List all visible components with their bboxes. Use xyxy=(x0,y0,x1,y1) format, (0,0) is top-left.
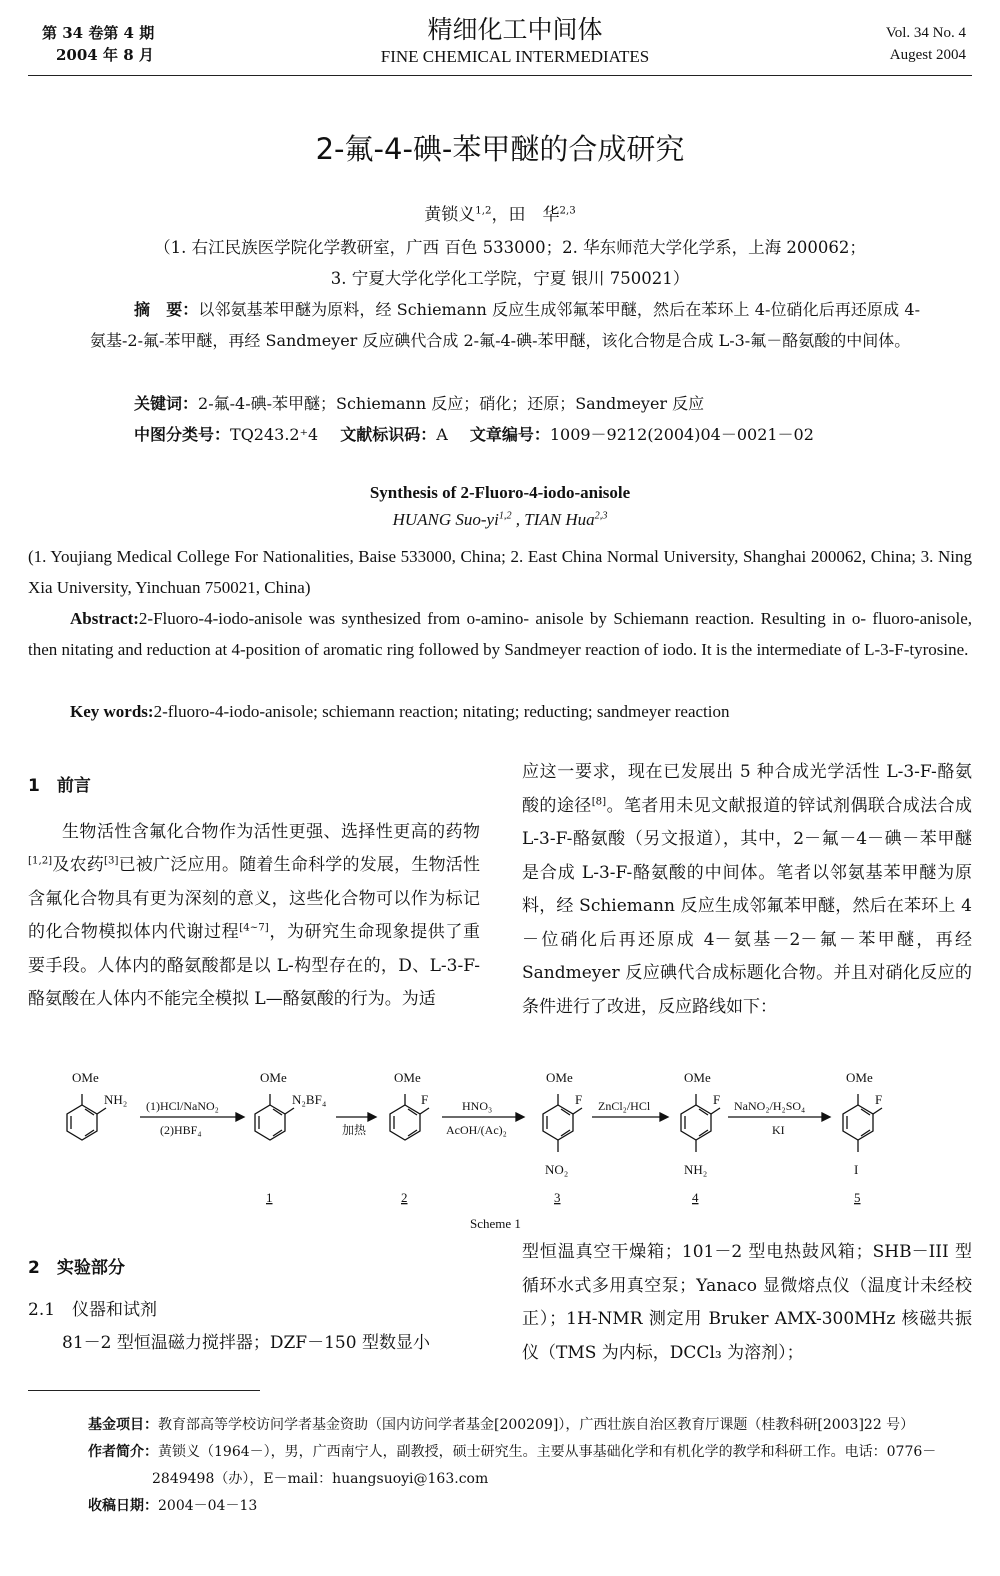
section-2-left xyxy=(28,1252,480,1361)
paragraph: 81－2 型恒温磁力搅拌器；DZF－150 型数显小 xyxy=(62,1333,430,1353)
funding-label: 基金项目： xyxy=(88,1417,158,1433)
section-1-left xyxy=(28,770,480,1017)
received-label: 收稿日期： xyxy=(88,1498,158,1514)
abstract-cn xyxy=(90,294,920,356)
classification-line xyxy=(134,420,814,450)
doc-code-label: 文献标识码： xyxy=(340,425,437,444)
text-run: 及农药 xyxy=(52,855,105,875)
footnote-rule xyxy=(28,1390,260,1391)
text-run: 。笔者用未见文献报道的锌试剂偶联合成法合成 L-3-F-酪氨酸（另文报道），其中，2－氟－4－碘－苯甲醚是合成 L-3-F-酪氨酸的中间体。笔者以邻氨基苯甲醚为原料，经 Schiemann 反应生成邻氟苯甲醚，然后在苯环上 4－位硝化后再还原成 4－氨基－2－氟－苯甲醚，再经 Sandmeyer 反应碘代合成标题化合物。并且对硝化反应的条件进行了改进，反应路线如下： xyxy=(522,795,973,1017)
date-en: Augest 2004 xyxy=(889,47,966,63)
author-separator: ， xyxy=(491,205,509,225)
volume-en: Vol. 34 No. 4 xyxy=(885,25,966,41)
journal-name xyxy=(300,14,730,68)
affiliation-line: 3. 宁夏大学化学化工学院，宁夏 银川 750021） xyxy=(330,269,690,288)
affiliations-cn xyxy=(70,232,950,294)
author-name: 黄锁义 xyxy=(424,205,476,225)
english-authors xyxy=(0,510,1000,530)
substituent-label: F xyxy=(875,1092,883,1107)
author-name-en: HUANG Suo-yi xyxy=(392,510,499,529)
author-affil-mark: 2,3 xyxy=(594,510,608,522)
clc-value: TQ243.2⁺4 xyxy=(230,425,319,444)
reaction-scheme xyxy=(0,1062,1000,1237)
clc-label: 中图分类号： xyxy=(134,425,231,444)
substituent-label: F xyxy=(575,1092,583,1107)
abstract-label-cn: 摘 要： xyxy=(134,300,199,319)
english-affiliation: (1. Youjiang Medical College For Nationalities, Baise 533000, China; 2. East China Normal University, Shanghai 200062, China; 3. Ning Xia University, Yinchuan 750021, China) xyxy=(28,547,972,597)
abstract-en xyxy=(28,603,972,665)
reagent-label: KI xyxy=(772,1123,785,1137)
footnotes xyxy=(88,1412,972,1520)
text-run: ，为研究生命现象提供了重要手段。人体内的酪氨酸都是以 L-构型存在的，D、L-3-F-酪氨酸在人体内不能完全模拟 L—酪氨酸的行为。为适 xyxy=(28,922,481,1009)
section-heading: 1 前言 xyxy=(28,776,91,796)
compound-number: 4 xyxy=(692,1190,699,1205)
keywords-label-en: Key words: xyxy=(70,702,154,721)
subsection-heading: 2.1 仪器和试剂 xyxy=(28,1299,158,1320)
author-list xyxy=(0,200,1000,225)
received-date xyxy=(88,1493,972,1520)
author-bio-label: 作者简介： xyxy=(88,1444,158,1460)
journal-name-en: FINE CHEMICAL INTERMEDIATES xyxy=(380,47,650,66)
substituent-label: NO₂ xyxy=(545,1162,569,1177)
funding-text: 教育部高等学校访问学者基金资助（国内访问学者基金[200209]），广西壮族自治区教育厅课题（桂教科研[2003]22 号） xyxy=(158,1417,915,1433)
paragraph: 型恒温真空干燥箱；101－2 型电热鼓风箱；SHB－III 型循环水式多用真空泵；Yanaco 显微熔点仪（温度计未经校正）；1H-NMR 测定用 Bruker AMX-300MHz 核磁共振仪（TMS 为内标，DCCl₃ 为溶剂）； xyxy=(522,1242,972,1363)
paragraph xyxy=(28,816,480,1017)
citation: [8] xyxy=(591,795,607,807)
section-2-right xyxy=(522,1236,972,1370)
reagent-label: 加热 xyxy=(342,1123,367,1137)
keywords-cn xyxy=(134,389,704,419)
keywords-text-cn: 2-氟-4-碘-苯甲醚；Schiemann 反应；硝化；还原；Sandmeyer 反应 xyxy=(198,394,705,413)
substituent-label: OMe xyxy=(546,1070,573,1085)
issue-info-cn xyxy=(42,22,154,66)
english-title: Synthesis of 2-Fluoro-4-iodo-anisole xyxy=(369,483,631,502)
header-rule xyxy=(28,75,972,76)
substituent-label: OMe xyxy=(260,1070,287,1085)
paragraph xyxy=(522,756,972,1024)
reaction-arrow xyxy=(592,1113,668,1121)
doc-code-value: A xyxy=(436,425,448,444)
abstract-label-en: Abstract: xyxy=(70,609,139,628)
substituent-label: OMe xyxy=(72,1070,99,1085)
reaction-arrow xyxy=(140,1113,244,1121)
issue-info-en xyxy=(886,22,966,66)
substituent-label: F xyxy=(421,1092,429,1107)
compound-number: 1 xyxy=(266,1190,273,1205)
keywords-text-en: 2-fluoro-4-iodo-anisole; schiemann reaction; nitating; reducting; sandmeyer reaction xyxy=(153,702,730,721)
reaction-arrow xyxy=(442,1113,524,1121)
substituent-label: N₂BF₄ xyxy=(292,1092,327,1107)
substituent-label: NH₂ xyxy=(104,1092,128,1107)
author-bio xyxy=(88,1439,972,1466)
article-id-value: 1009－9212(2004)04－0021－02 xyxy=(549,425,814,444)
text-run: 应这一要求，现在已发展出 5 种合成光学活性 L-3-F-酪氨酸的途径 xyxy=(522,762,972,816)
reagent-label: (1)HCl/NaNO₂ xyxy=(146,1099,219,1113)
scheme-drawing xyxy=(0,1062,1000,1237)
substituent-label: F xyxy=(713,1092,721,1107)
reagent-label: ZnCl₂/HCl xyxy=(598,1099,651,1113)
funding-note xyxy=(88,1412,972,1439)
author-affil-mark: 1,2 xyxy=(475,205,492,217)
author-affil-mark: 2,3 xyxy=(559,205,576,217)
reaction-arrow xyxy=(336,1113,376,1121)
substituent-label: OMe xyxy=(394,1070,421,1085)
affiliation-line: （1. 右江民族医学院化学教研室，广西 百色 533000；2. 华东师范大学化学系，上海 200062； xyxy=(154,238,866,257)
author-name: 田 华 xyxy=(508,205,560,225)
citation: [4~7] xyxy=(239,922,269,934)
compound-number: 2 xyxy=(401,1190,408,1205)
author-separator: , xyxy=(511,510,525,529)
scheme-caption: Scheme 1 xyxy=(470,1216,521,1231)
citation: [1,2] xyxy=(28,855,53,867)
text-run: 已被广泛应用。随着生命科学的发展，生物活性含氟化合物具有更为深刻的意义，这些化合物可以作为标记的化合物模拟体内代谢过程 xyxy=(28,855,481,942)
volume-cn: 第 34 卷第 4 期 xyxy=(42,24,155,42)
citation: [3] xyxy=(104,855,119,867)
paper-title: 2-氟-4-碘-苯甲醚的合成研究 xyxy=(315,132,685,166)
author-contact: 2849498（办），E－mail：huangsuoyi@163.com xyxy=(152,1471,489,1487)
keywords-en xyxy=(70,696,730,727)
substituent-label: I xyxy=(854,1162,859,1177)
article-id-label: 文章编号： xyxy=(469,425,550,444)
substituent-label: OMe xyxy=(846,1070,873,1085)
substituent-label: NH₂ xyxy=(684,1162,708,1177)
received-text: 2004－04－13 xyxy=(158,1498,258,1514)
abstract-text-cn: 以邻氨基苯甲醚为原料，经 Schiemann 反应生成邻氟苯甲醚，然后在苯环上 4-位硝化后再还原成 4-氨基-2-氟-苯甲醚，再经 Sandmeyer 反应碘代合成 2-氟-4-碘-苯甲醚，该化合物是合成 L-3-氟－酪氨酸的中间体。 xyxy=(90,300,920,350)
benzene-ring xyxy=(255,1094,294,1140)
journal-name-cn: 精细化工中间体 xyxy=(427,15,603,44)
text-run: 生物活性含氟化合物作为活性更强、选择性更高的药物 xyxy=(62,821,480,842)
reagent-label: AcOH/(Ac)₂ xyxy=(446,1123,507,1137)
substituent-label: OMe xyxy=(684,1070,711,1085)
author-affil-mark: 1,2 xyxy=(498,510,512,522)
date-cn: 2004 年 8 月 xyxy=(56,46,154,64)
reaction-arrow xyxy=(728,1113,830,1121)
reagent-label: HNO₃ xyxy=(462,1099,493,1113)
compound-number: 3 xyxy=(554,1190,561,1205)
compound-number: 5 xyxy=(854,1190,861,1205)
abstract-text-en: 2-Fluoro-4-iodo-anisole was synthesized from o-amino- anisole by Schiemann reaction. Resulting in o- fluoro-anisole, then nitating and reduction at 4-position of aromatic ring followed by Sandmeyer reaction of iodo. It is the intermediate of L-3-F-tyrosine. xyxy=(28,609,972,659)
keywords-label-cn: 关键词： xyxy=(134,394,199,413)
author-bio-text: 黄锁义（1964－），男，广西南宁人，副教授，硕士研究生。主要从事基础化学和有机化学的教学和科研工作。电话：0776－ xyxy=(158,1444,937,1460)
reagent-label: NaNO₂/H₂SO₄ xyxy=(734,1099,806,1113)
section-1-right xyxy=(522,756,972,1024)
reagent-label: (2)HBF₄ xyxy=(160,1123,202,1137)
benzene-ring xyxy=(67,1094,106,1140)
section-heading: 2 实验部分 xyxy=(28,1258,125,1278)
author-name-en: TIAN Hua xyxy=(524,510,595,529)
